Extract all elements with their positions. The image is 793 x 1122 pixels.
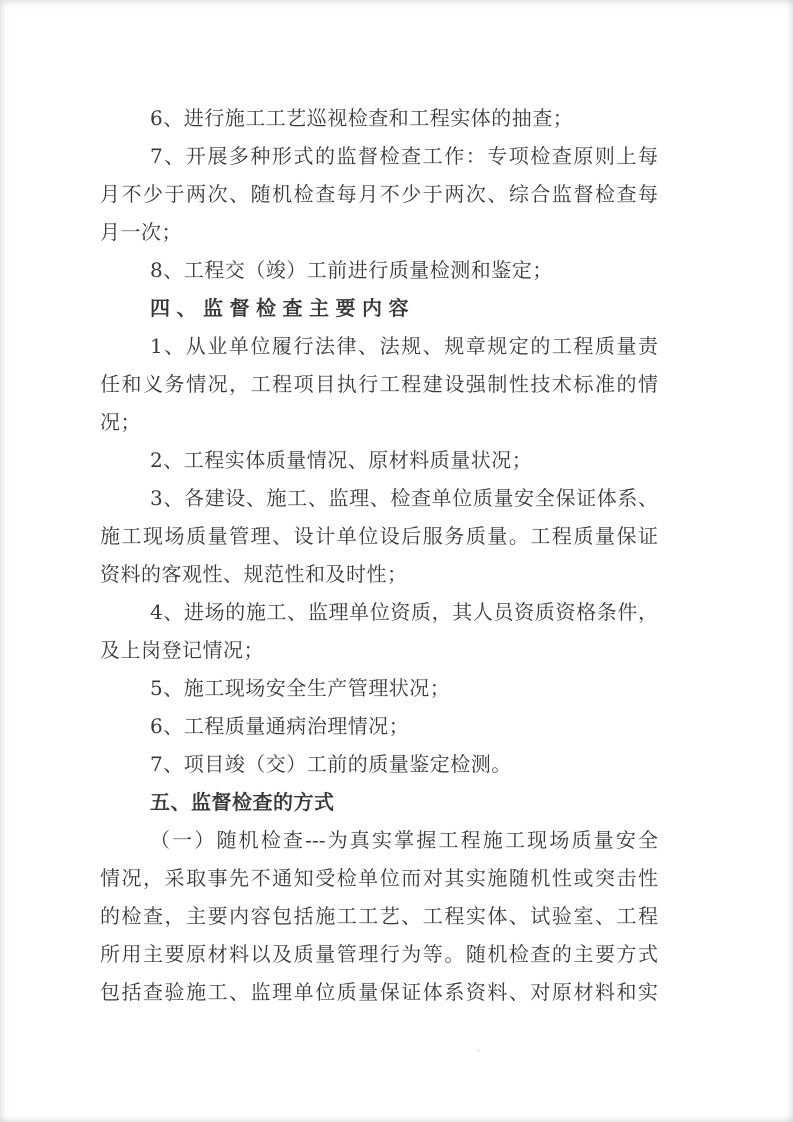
text-line: 8、工程交（竣）工前进行质量检测和鉴定； [150, 258, 553, 282]
text-line: 情况，采取事先不通知受检单位而对其实施随机性或突击性 [100, 866, 658, 890]
text-line: 5、施工现场安全生产管理状况； [150, 676, 451, 700]
document-text-block [100, 99, 658, 1011]
text-line: 月不少于两次、随机检查每月不少于两次、综合监督检查每 [100, 182, 658, 206]
text-line: 任和义务情况，工程项目执行工程建设强制性技术标准的情 [100, 372, 658, 396]
scan-speck [420, 862, 422, 864]
text-line: 7、项目竣（交）工前的质量鉴定检测。 [150, 752, 512, 776]
text-line: 资料的客观性、规范性和及时性； [100, 562, 408, 586]
text-line: 1、从业单位履行法律、法规、规章规定的工程质量责 [150, 334, 658, 358]
text-line: 4、进场的施工、监理单位资质，其人员资质资格条件， [150, 600, 658, 624]
text-line: 6、进行施工工艺巡视检查和工程实体的抽查； [150, 106, 574, 130]
text-line: 施工现场质量管理、设计单位设后服务质量。工程质量保证 [100, 524, 658, 548]
scan-speck [477, 1049, 480, 1052]
text-line: 6、工程质量通病治理情况； [150, 714, 410, 738]
text-line: 所用主要原材料以及质量管理行为等。随机检查的主要方式 [100, 942, 658, 966]
section-heading-5: 五、监督检查的方式 [150, 790, 335, 814]
text-line: （一）随机检查---为真实掌握工程施工现场质量安全 [150, 828, 658, 852]
section-heading-4: 四、监督检查主要内容 [150, 296, 415, 320]
text-line: 的检查，主要内容包括施工工艺、工程实体、试验室、工程 [100, 904, 658, 928]
text-line: 月一次； [100, 220, 182, 244]
text-line: 2、工程实体质量情况、原材料质量状况； [150, 448, 533, 472]
text-line: 况； [100, 410, 141, 434]
text-line: 7、开展多种形式的监督检查工作：专项检查原则上每 [150, 144, 658, 168]
text-line: 包括查验施工、监理单位质量保证体系资料、对原材料和实 [100, 980, 658, 1004]
text-line: 及上岗登记情况； [100, 638, 264, 662]
text-line: 3、各建设、施工、监理、检查单位质量安全保证体系、 [150, 486, 658, 510]
